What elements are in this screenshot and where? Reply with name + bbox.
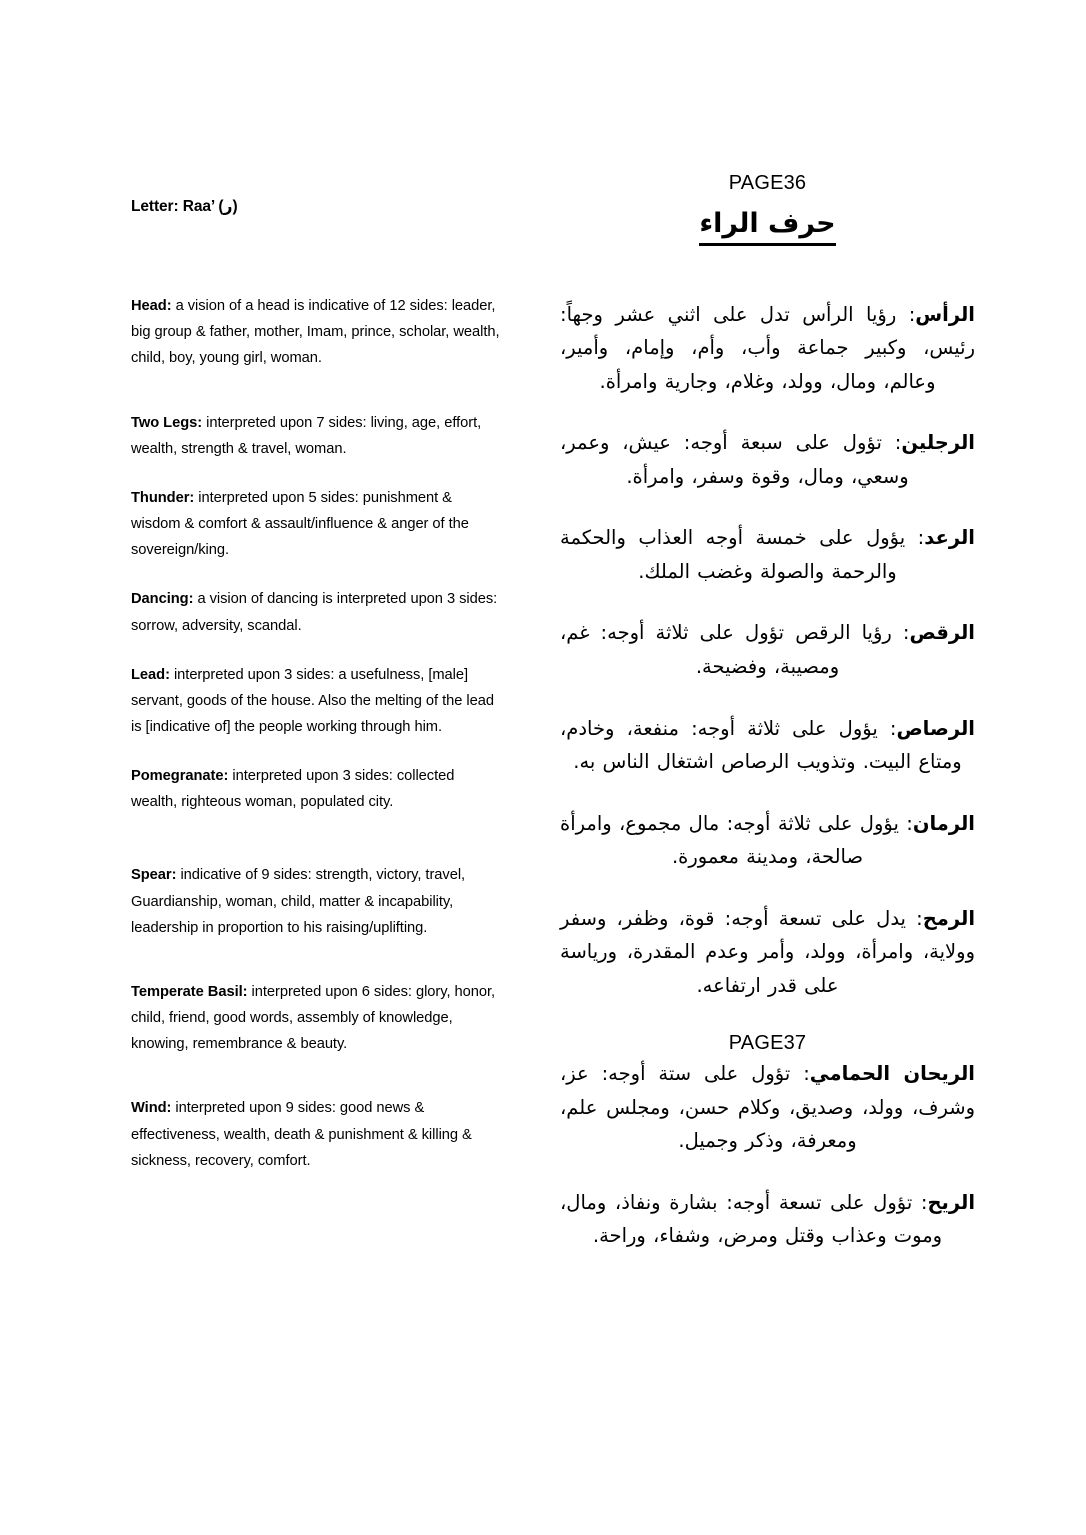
arabic-text-thunder: : يؤول على خمسة أوجه العذاب والحكمة والرحمة والصولة وغضب الملك. (560, 526, 925, 583)
english-term-temperate-basil: Temperate Basil: (131, 983, 248, 1000)
arabic-entries (560, 298, 975, 1253)
english-term-thunder: Thunder: (131, 489, 195, 506)
english-text-wind: interpreted upon 9 sides: good news & effectiveness, wealth, death & punishment & killing & sickness, recovery, comfort. (131, 1100, 472, 1169)
page-marker-top: PAGE36 (728, 172, 807, 194)
arabic-entry-pomegranate (560, 807, 975, 874)
english-column (131, 196, 503, 1197)
arabic-term-pomegranate: الرمان (912, 811, 975, 835)
arabic-text-temperate-basil: : تؤول على ستة أوجه: عز، وشرف، وولد، وصديق، وكلام حسن، ومجلس علم، ومعرفة، وذكر وجميل. (560, 1062, 975, 1153)
arabic-entry-thunder (560, 521, 975, 588)
english-entry-spear (131, 862, 503, 940)
arabic-text-lead: : يؤول على ثلاثة أوجه: منفعة، وخادم، ومتاع البيت. وتذويب الرصاص اشتغال الناس به. (560, 716, 962, 774)
english-entry-wind (131, 1095, 503, 1173)
arabic-entry-head (560, 298, 975, 399)
english-term-spear: Spear: (131, 867, 177, 884)
english-entry-dancing (131, 586, 503, 638)
arabic-term-head: الرأس (915, 302, 975, 326)
arabic-entry-wind (560, 1186, 975, 1253)
arabic-term-two-legs: الرجلين (901, 431, 975, 455)
english-text-two-legs: interpreted upon 7 sides: living, age, effort, wealth, strength & travel, woman. (131, 414, 482, 457)
arabic-term-wind: الريح (927, 1190, 975, 1214)
arabic-text-head: : رؤيا الرأس تدل على اثني عشر وجهاً: رئيس، وكبير جماعة وأب، وأم، وإمام، وأمير، وعالم، ومال، وولد، وغلام، وجارية وامرأة. (560, 302, 975, 393)
english-entries (131, 293, 503, 1174)
english-entry-pomegranate (131, 763, 503, 815)
english-letter-heading (131, 196, 503, 217)
english-entry-lead (131, 662, 503, 740)
arabic-term-spear: الرمح (922, 906, 975, 930)
arabic-text-pomegranate: : يؤول على ثلاثة أوجه: مال مجموع، وامرأة صالحة، ومدينة معمورة. (560, 811, 913, 869)
arabic-title-wrapper (560, 207, 975, 246)
arabic-letter-title: حرف الراء (699, 207, 835, 246)
arabic-text-two-legs: : تؤول على سبعة أوجه: عيش، وعمر، وسعي، ومال، وقوة وسفر، وامرأة. (560, 431, 909, 488)
arabic-entry-spear (560, 902, 975, 1003)
arabic-term-lead: الرصاص (896, 716, 975, 740)
english-text-spear: indicative of 9 sides: strength, victory, travel, Guardianship, woman, child, matter & incapability, leadership in proportion to his raising/uplifting. (131, 867, 466, 936)
english-term-wind: Wind: (131, 1100, 172, 1117)
arabic-text-wind: : تؤول على تسعة أوجه: بشارة ونفاذ، ومال، وموت وعذاب وقتل ومرض، وشفاء، وراحة. (560, 1190, 943, 1248)
english-term-head: Head: (131, 298, 172, 315)
english-text-pomegranate: interpreted upon 3 sides: collected wealth, righteous woman, populated city. (131, 768, 455, 811)
arabic-text-spear: : يدل على تسعة أوجه: قوة، وظفر، وسفر وولاية، وامرأة، وولد، وأمر وعدم المقدرة، ورياسة على قدر ارتفاعه. (560, 906, 975, 997)
english-entry-temperate-basil (131, 979, 503, 1057)
arabic-entry-two-legs (560, 426, 975, 493)
arabic-entry-temperate-basil (560, 1057, 975, 1158)
english-term-dancing: Dancing: (131, 591, 194, 608)
arabic-entry-dancing (560, 616, 975, 683)
arabic-text-dancing: : رؤيا الرقص تؤول على ثلاثة أوجه: غم، ومصيبة، وفضيحة. (560, 621, 910, 678)
english-term-two-legs: Two Legs: (131, 414, 203, 431)
english-term-lead: Lead: (131, 666, 170, 683)
arabic-entry-lead (560, 712, 975, 779)
english-text-dancing: a vision of dancing is interpreted upon 3 sides: sorrow, adversity, scandal. (131, 591, 498, 634)
arabic-letter-glyph: ر (223, 197, 233, 215)
page-marker-middle: PAGE37 (728, 1032, 807, 1055)
english-letter-heading-close: ) (232, 198, 238, 215)
arabic-column (560, 172, 975, 1273)
english-term-pomegranate: Pomegranate: (131, 768, 229, 785)
arabic-term-temperate-basil: الريحان الحمامي (809, 1062, 975, 1086)
english-letter-heading-text: Letter: Raa’ ( (131, 198, 224, 215)
english-entry-two-legs (131, 410, 503, 462)
english-text-lead: interpreted upon 3 sides: a usefulness, [male] servant, goods of the house. Also the melting of the lead is [indicative of] the people working through him. (131, 666, 494, 736)
english-entry-head (131, 293, 503, 371)
english-text-temperate-basil: interpreted upon 6 sides: glory, honor, child, friend, good words, assembly of knowledge, knowing, remembrance & beauty. (131, 983, 496, 1053)
arabic-term-thunder: الرعد (924, 526, 975, 550)
arabic-term-dancing: الرقص (909, 621, 975, 645)
english-entry-thunder (131, 485, 503, 563)
english-text-head: a vision of a head is indicative of 12 sides: leader, big group & father, mother, Imam, prince, scholar, wealth, child, boy, young girl, woman. (131, 298, 500, 367)
english-text-thunder: interpreted upon 5 sides: punishment & wisdom & comfort & assault/influence & anger of the sovereign/king. (131, 489, 469, 559)
